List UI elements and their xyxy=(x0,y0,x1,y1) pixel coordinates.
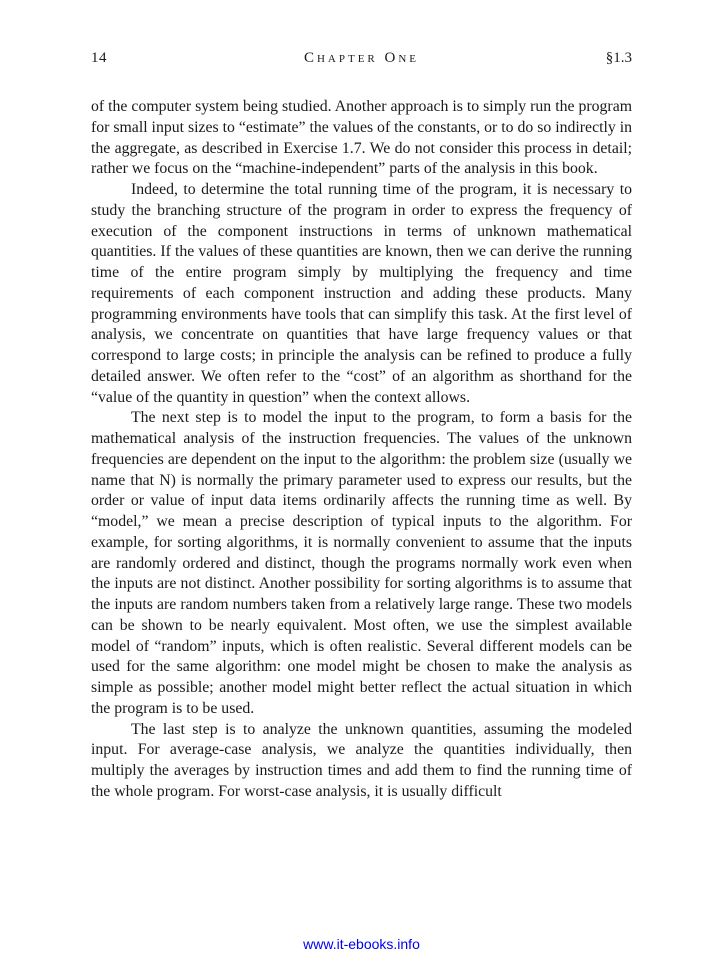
paragraph: The last step is to analyze the unknown quantities, assuming the modeled input. For average-case analysis, we analyze the quantities individually, then multiply the averages by instruction times and add them to find the running time of the whole program. For worst-case analysis, it is usually difficult xyxy=(91,720,632,800)
paragraph: of the computer system being studied. Another approach is to simply run the program for small input sizes to “estimate” the values of the constants, or to do so indirectly in the aggregate, as described in Exercise 1.7. We do not consider this process in detail; rather we focus on the “machine-independent” parts of the analysis in this book. xyxy=(91,98,632,178)
body-text xyxy=(91,97,632,803)
footer-link[interactable]: www.it-ebooks.info xyxy=(303,936,420,952)
page-number: 14 xyxy=(91,50,107,66)
paragraph: Indeed, to determine the total running time of the program, it is necessary to study the branching structure of the program in order to express the frequency of execution of the component instructions in terms of unknown mathematical quantities. If the values of these quantities are known, then we can derive the running time of the entire program simply by multiplying the frequency and time requirements of each component instruction and adding these products. Many programming environments have tools that can simplify this task. At the first level of analysis, we concentrate on quantities that have large frequency values or that correspond to large costs; in principle the analysis can be refined to produce a fully detailed answer. We often refer to the “cost” of an algorithm as shorthand for the “value of the quantity in question” when the context allows. xyxy=(91,181,632,406)
section-reference: §1.3 xyxy=(605,50,632,66)
paragraph: The next step is to model the input to the program, to form a basis for the mathematical analysis of the instruction frequencies. The values of the unknown frequencies are dependent on the input to the algorithm: the problem size (usually we name that N) is normally the primary parameter used to express our results, but the order or value of input data items ordinarily affects the running time as well. By “model,” we mean a precise description of typical inputs to the algorithm. For example, for sorting algorithms, it is normally convenient to assume that the inputs are randomly ordered and distinct, though the programs normally work even when the inputs are not distinct. Another possibility for sorting algorithms is to assume that the inputs are random numbers taken from a relatively large range. These two models can be shown to be nearly equivalent. Most often, we use the simplest available model of “random” inputs, which is often realistic. Several different models can be used for the same algorithm: one model might be chosen to make the analysis as simple as possible; another model might better reflect the actual situation in which the program is to be used. xyxy=(91,409,632,717)
chapter-title: Chapter One xyxy=(303,50,420,66)
running-head xyxy=(91,50,632,72)
